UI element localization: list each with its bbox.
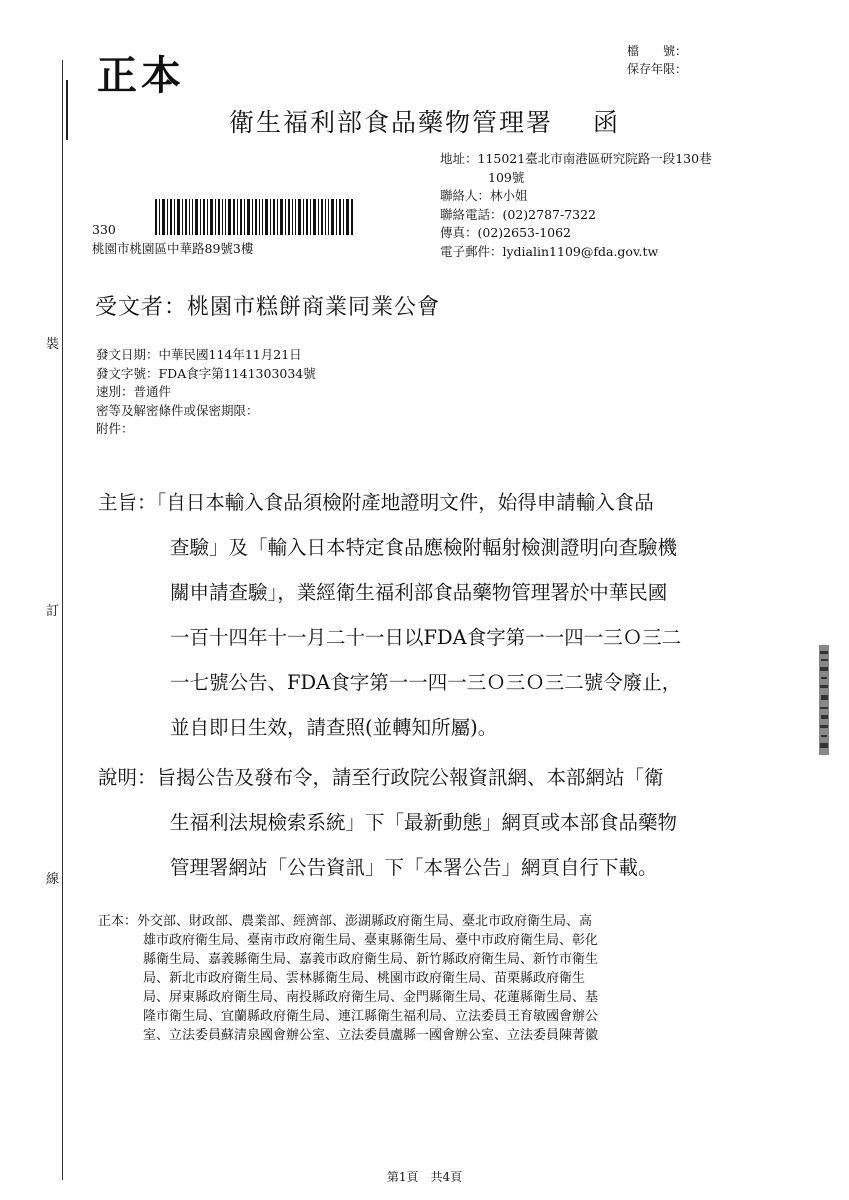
copies-line: 局、新北市政府衛生局、雲林縣衛生局、桃園市政府衛生局、苗栗縣政府衛生 bbox=[143, 971, 586, 986]
contact-phone: 聯絡電話：(02)2787-7322 bbox=[440, 206, 597, 222]
urgency: 速別：普通件 bbox=[96, 384, 172, 399]
scan-edge-mark bbox=[818, 645, 832, 755]
copies-line: 縣衛生局、嘉義縣衛生局、嘉義市政府衛生局、新竹縣政府衛生局、新竹市衛生 bbox=[143, 952, 599, 967]
subject-line: 並自即日生效，請查照(並轉知所屬)。 bbox=[170, 716, 498, 739]
binding-mark-xian: 線 bbox=[46, 868, 59, 887]
subject-line: 關申請查驗」，業經衛生福利部食品藥物管理署於中華民國 bbox=[170, 581, 668, 604]
file-number-label: 檔 號： bbox=[627, 44, 688, 58]
recipient-address: 桃園市桃園區中華路89號3樓 bbox=[92, 241, 254, 256]
attachment: 附件： bbox=[96, 421, 134, 436]
recipient-address-block bbox=[92, 220, 253, 258]
copies-section bbox=[98, 912, 758, 1045]
copies-line: 雄市政府衛生局、臺南市政府衛生局、臺東縣衛生局、臺中市政府衛生局、彰化 bbox=[143, 933, 599, 948]
subject-line: 主旨：「自日本輸入食品須檢附產地證明文件，始得申請輸入食品 bbox=[98, 491, 654, 514]
subject-section bbox=[98, 480, 681, 750]
subject-line: 一七號公告、FDA食字第一一四一三Ｏ三Ｏ三二號令廢止， bbox=[170, 671, 682, 694]
sender-contact-block bbox=[440, 150, 712, 261]
page-number: 第1頁 共4頁 bbox=[386, 1170, 463, 1184]
subject-line: 查驗」及「輸入日本特定食品應檢附輻射檢測證明向查驗機 bbox=[170, 536, 678, 559]
subject-line: 一百十四年十一月二十一日以FDA食字第一一四一三Ｏ三二 bbox=[170, 626, 682, 649]
original-copy-mark: 正本 bbox=[97, 52, 185, 99]
agency-name: 衛生福利部食品藥物管理署 bbox=[228, 108, 553, 137]
retention-label: 保存年限： bbox=[627, 62, 688, 76]
contact-fax: 傳真：(02)2653-1062 bbox=[440, 225, 572, 240]
recipient-zip: 330 bbox=[92, 222, 116, 237]
copies-line: 正本：外交部、財政部、農業部、經濟部、澎湖縣政府衛生局、臺北市政府衛生局、高 bbox=[98, 914, 593, 929]
copies-line: 室、立法委員蘇清泉國會辦公室、立法委員盧縣一國會辦公室、立法委員陳菁徽 bbox=[143, 1028, 599, 1043]
issue-date: 發文日期：中華民國114年11月21日 bbox=[96, 347, 302, 362]
archive-info bbox=[627, 42, 687, 78]
explanation-section bbox=[98, 755, 677, 890]
agency-title bbox=[0, 103, 849, 139]
explanation-line: 管理署網站「公告資訊」下「本署公告」網頁自行下載。 bbox=[170, 856, 658, 879]
copies-line: 隆市衛生局、宜蘭縣政府衛生局、連江縣衛生福利局、立法委員王育敏國會辦公 bbox=[143, 1009, 599, 1024]
sender-address-line1: 地址：115021臺北市南港區研究院路一段130巷 bbox=[440, 151, 712, 166]
explanation-line: 生福利法規檢索系統」下「最新動態」網頁或本部食品藥物 bbox=[170, 811, 678, 834]
sender-address-line2: 109號 bbox=[488, 169, 525, 185]
binding-margin-line bbox=[62, 60, 63, 1180]
copies-line: 局、屏東縣政府衛生局、南投縣政府衛生局、金門縣衛生局、花蓮縣衛生局、基 bbox=[143, 990, 599, 1005]
contact-person: 聯絡人：林小姐 bbox=[440, 188, 528, 203]
receiver: 受文者：桃園市糕餅商業同業公會 bbox=[95, 295, 441, 320]
contact-email: 電子郵件：lydialin1109@fda.gov.tw bbox=[440, 243, 659, 259]
document-meta bbox=[96, 346, 316, 439]
binding-mark-zhuang: 裝 bbox=[46, 333, 59, 352]
explanation-line: 說明：旨揭公告及發布令，請至行政院公報資訊網、本部網站「衛 bbox=[98, 766, 664, 789]
document-number: 發文字號：FDA食字第1141303034號 bbox=[96, 365, 316, 381]
binding-mark-ding: 訂 bbox=[46, 600, 59, 619]
document-type: 函 bbox=[593, 108, 621, 137]
confidentiality: 密等及解密條件或保密期限： bbox=[96, 402, 259, 418]
